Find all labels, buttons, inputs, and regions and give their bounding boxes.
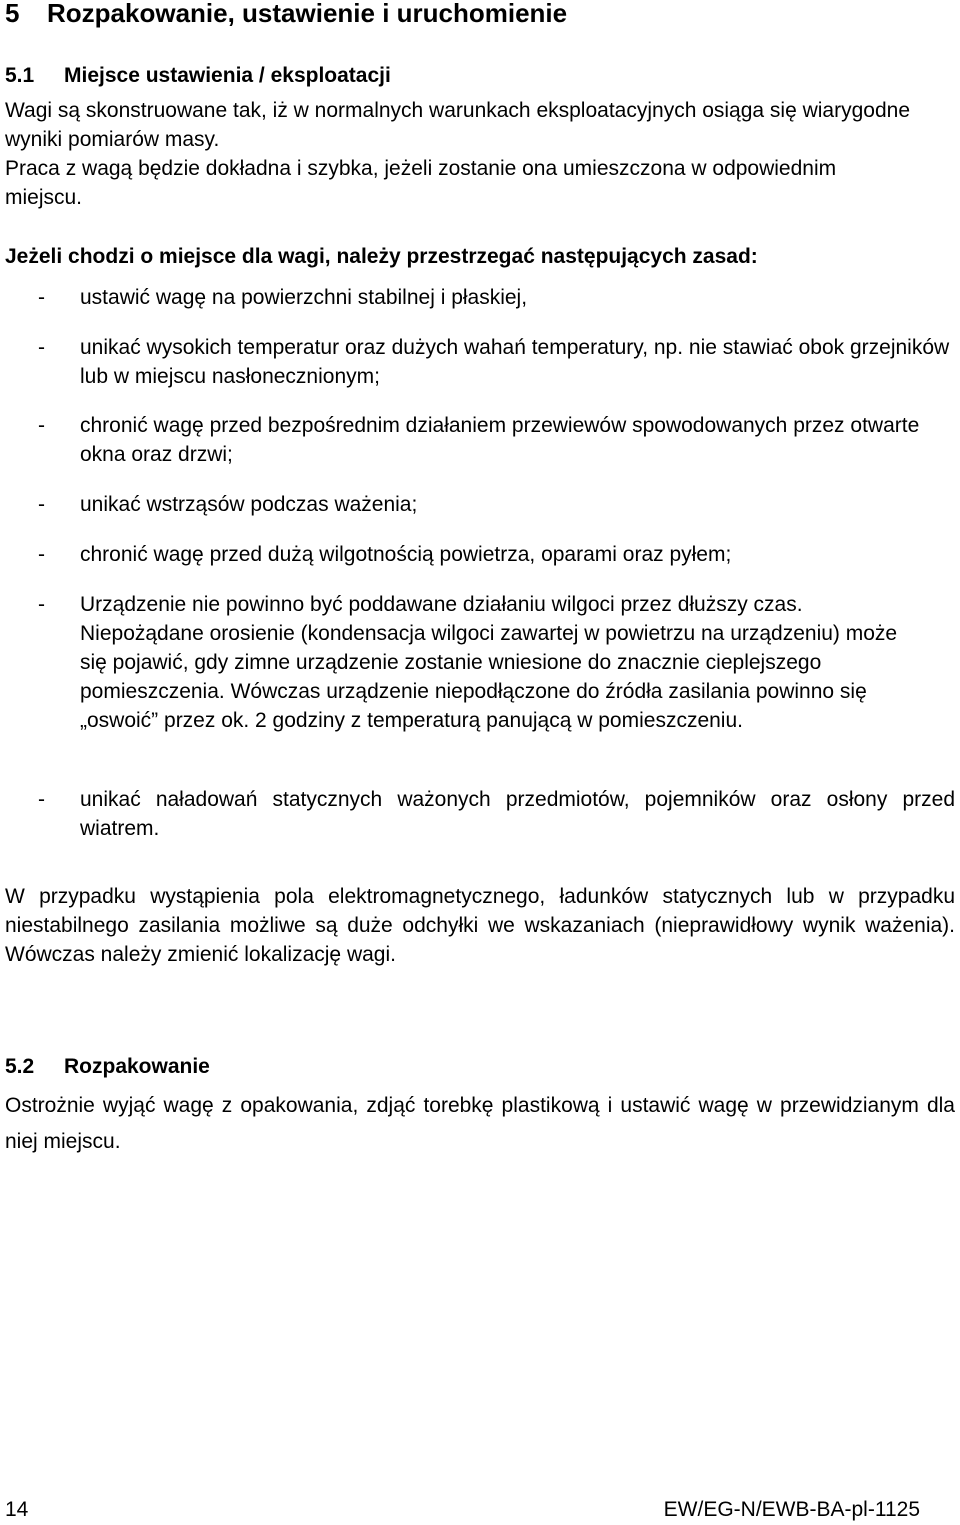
bullet-text: chronić wagę przed bezpośrednim działaniem przewiewów spowodowanych przez otwarte okna oraz drzwi;	[80, 414, 920, 466]
subsection-heading-5-1	[5, 62, 391, 89]
list-item	[5, 490, 955, 519]
subsection-number-5-1: 5.1	[5, 64, 35, 87]
list-item	[5, 590, 955, 735]
subsection-number-5-2: 5.2	[5, 1055, 35, 1078]
section-heading	[5, 0, 567, 29]
bullet-dash: -	[38, 493, 45, 516]
bullet-dash: -	[38, 788, 45, 811]
bullet-text: Urządzenie nie powinno być poddawane działaniu wilgoci przez dłuższy czas. Niepożądane orosienie (kondensacja wilgoci zawartej w powietrzu na urządzeniu) może się pojawić, gdy zimne urządzenie zostanie wniesione do znacznie cieplejszego pomieszczenia. Wówczas urządzenie niepodłączone do źródła zasilania powinno się „oswoić” przez ok. 2 godziny z temperaturą panującą w pomieszczeniu.	[80, 593, 898, 732]
bullet-text: ustawić wagę na powierzchni stabilnej i płaskiej,	[80, 286, 528, 309]
list-item	[5, 540, 955, 569]
bullet-dash: -	[38, 336, 45, 359]
unpacking-paragraph: Ostrożnie wyjąć wagę z opakowania, zdjąć torebkę plastikową i ustawić wagę w przewidzianym dla niej miejscu.	[5, 1094, 955, 1153]
bullet-text: chronić wagę przed dużą wilgotnością powietrza, oparami oraz pyłem;	[80, 543, 732, 566]
bullet-text: unikać wstrząsów podczas ważenia;	[80, 493, 418, 516]
bullet-dash: -	[38, 593, 45, 616]
intro-paragraph-1: Wagi są skonstruowane tak, iż w normalnych warunkach eksploatacyjnych osiąga się wiarygodne wyniki pomiarów masy.	[5, 99, 910, 151]
list-item	[5, 333, 955, 391]
section-number: 5	[5, 0, 20, 28]
subsection-heading-5-2	[5, 1053, 210, 1080]
subsection-title-5-1: Miejsce ustawienia / eksploatacji	[64, 64, 391, 87]
page-number: 14	[5, 1498, 29, 1521]
document-code: EW/EG-N/EWB-BA-pl-1125	[663, 1498, 920, 1521]
bullet-text: unikać naładowań statycznych ważonych przedmiotów, pojemników oraz osłony przed wiatrem.	[80, 788, 955, 840]
list-item	[5, 785, 955, 843]
bullet-dash: -	[38, 286, 45, 309]
bullet-dash: -	[38, 414, 45, 437]
bullet-dash: -	[38, 543, 45, 566]
section-title: Rozpakowanie, ustawienie i uruchomienie	[47, 0, 568, 28]
list-item	[5, 283, 955, 312]
closing-paragraph: W przypadku wystąpienia pola elektromagnetycznego, ładunków statycznych lub w przypadku niestabilnego zasilania możliwe są duże odchyłki we wskazaniach (nieprawidłowy wynik ważenia). Wówczas należy zmienić lokalizację wagi.	[5, 885, 955, 966]
subsection-title-5-2: Rozpakowanie	[64, 1055, 210, 1078]
placement-rules-lead: Jeżeli chodzi o miejsce dla wagi, należy przestrzegać następujących zasad:	[5, 245, 758, 268]
bullet-text: unikać wysokich temperatur oraz dużych wahań temperatury, np. nie stawiać obok grzejników lub w miejscu nasłonecznionym;	[80, 336, 950, 388]
list-item	[5, 411, 955, 469]
intro-paragraph-2: Praca z wagą będzie dokładna i szybka, jeżeli zostanie ona umieszczona w odpowiednim miejscu.	[5, 157, 837, 209]
